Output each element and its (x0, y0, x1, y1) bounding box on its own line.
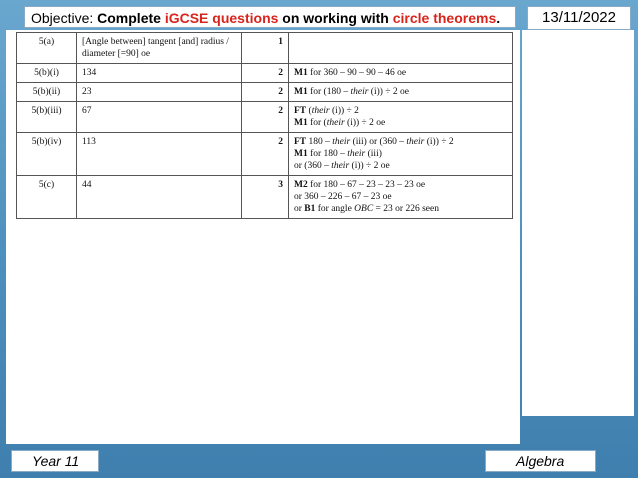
answer-cell: 23 (77, 83, 242, 102)
guidance-segment: M2 (294, 180, 308, 190)
guidance-segment: (i)) ÷ 2 oe (349, 161, 390, 171)
guidance-segment: B1 (304, 204, 316, 214)
guidance-line (294, 148, 507, 160)
marks-cell: 2 (242, 83, 289, 102)
objective-part: circle theorems (392, 10, 497, 26)
marks-cell: 1 (242, 33, 289, 64)
guidance-segment: their (347, 149, 366, 159)
guidance-segment: (i)) ÷ 2 oe (368, 87, 409, 97)
mark-scheme-table (16, 32, 513, 219)
guidance-segment: 180 – (306, 137, 333, 147)
table-row (17, 64, 513, 83)
guidance-segment: for 180 – 67 – 23 – 23 – 23 oe (307, 180, 426, 190)
guidance-segment: or (360 – (294, 161, 332, 171)
answer-cell: 134 (77, 64, 242, 83)
year-label-box (11, 450, 99, 472)
guidance-segment: FT (294, 106, 307, 116)
objective-part: iGCSE questions (164, 10, 279, 26)
marks-cell: 2 (242, 133, 289, 176)
guidance-segment: (iii) (365, 149, 382, 159)
guidance-segment: OBC (354, 204, 374, 214)
answer-cell: 113 (77, 133, 242, 176)
guidance-segment: ( (306, 106, 312, 116)
year-label: Year 11 (32, 453, 80, 469)
guidance-segment: for (180 – (307, 87, 351, 97)
objective-part: on working with (278, 10, 393, 26)
date-box (527, 6, 631, 30)
objective-part: Complete (97, 10, 165, 26)
guidance-segment: M1 (294, 118, 308, 128)
side-panel (522, 30, 634, 416)
guidance-segment: FT (294, 137, 307, 147)
table-row (17, 176, 513, 219)
guidance-line (294, 136, 507, 148)
guidance-segment: for angle (315, 204, 355, 214)
question-cell: 5(c) (17, 176, 77, 219)
guidance-line (294, 179, 507, 191)
guidance-cell (289, 176, 513, 219)
subject-label: Algebra (516, 453, 565, 469)
guidance-segment: for 180 – (307, 149, 348, 159)
question-cell: 5(b)(iii) (17, 102, 77, 133)
guidance-segment: = 23 or 226 seen (373, 204, 439, 214)
guidance-line (294, 86, 507, 98)
guidance-segment: their (331, 161, 350, 171)
objective-text (97, 10, 500, 26)
answer-cell: 67 (77, 102, 242, 133)
guidance-line (294, 105, 507, 117)
guidance-segment: their (406, 137, 425, 147)
marks-cell: 2 (242, 102, 289, 133)
guidance-segment: their (332, 137, 351, 147)
table-row (17, 83, 513, 102)
subject-label-box (485, 450, 596, 472)
main-content-panel (6, 30, 520, 444)
objective-banner (24, 6, 516, 28)
guidance-cell (289, 64, 513, 83)
question-cell: 5(a) (17, 33, 77, 64)
marks-cell: 2 (242, 64, 289, 83)
guidance-cell (289, 83, 513, 102)
question-cell: 5(b)(ii) (17, 83, 77, 102)
guidance-line (294, 203, 507, 215)
objective-part: . (496, 10, 501, 26)
guidance-segment: or 360 – 226 – 67 – 23 oe (294, 192, 392, 202)
table-row (17, 133, 513, 176)
guidance-line (294, 67, 507, 79)
guidance-line (294, 191, 507, 203)
guidance-cell (289, 133, 513, 176)
guidance-cell (289, 102, 513, 133)
answer-cell: [Angle between] tangent [and] radius / diameter [=90] oe (77, 33, 242, 64)
guidance-segment: (i)) ÷ 2 (424, 137, 454, 147)
guidance-segment: M1 (294, 68, 308, 78)
table-row (17, 33, 513, 64)
guidance-segment: for 360 – 90 – 90 – 46 oe (307, 68, 407, 78)
marks-cell: 3 (242, 176, 289, 219)
table-row (17, 102, 513, 133)
guidance-segment: (iii) or (360 – (350, 137, 407, 147)
guidance-line (294, 160, 507, 172)
guidance-segment: (i)) ÷ 2 (329, 106, 359, 116)
answer-cell: 44 (77, 176, 242, 219)
guidance-segment: their (311, 106, 330, 116)
question-cell: 5(b)(i) (17, 64, 77, 83)
question-cell: 5(b)(iv) (17, 133, 77, 176)
guidance-segment: (i)) ÷ 2 oe (344, 118, 386, 128)
guidance-cell (289, 33, 513, 64)
guidance-segment: M1 (294, 149, 308, 159)
objective-prefix: Objective: (31, 10, 94, 26)
guidance-segment: their (350, 87, 369, 97)
guidance-segment: or (294, 204, 305, 214)
guidance-line (294, 117, 507, 129)
guidance-segment: for ( (307, 118, 327, 128)
date-text: 13/11/2022 (542, 9, 616, 26)
guidance-segment: their (326, 118, 345, 128)
guidance-segment: M1 (294, 87, 308, 97)
